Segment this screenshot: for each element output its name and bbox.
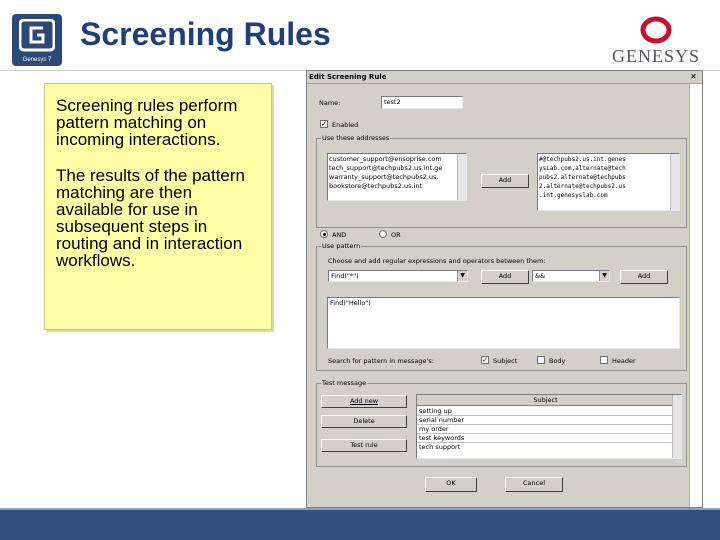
list-item[interactable]: bookstore@techpubs2.us.int	[329, 182, 423, 190]
add-address-button[interactable]: Add	[481, 174, 529, 188]
add-new-button[interactable]: Add new	[321, 395, 407, 408]
name-label: Name:	[319, 99, 341, 107]
slide-title: Screening Rules	[80, 16, 331, 52]
expression-dropdown[interactable]	[328, 270, 468, 282]
add-expression-button[interactable]: Add	[481, 270, 529, 284]
genesys-g-icon	[19, 19, 55, 53]
ok-button[interactable]: OK	[425, 477, 477, 492]
vertical-scrollbar[interactable]	[457, 154, 466, 200]
enabled-label: Enabled	[332, 121, 359, 129]
name-field[interactable]: test2	[381, 96, 463, 109]
table-row[interactable]: tech support	[419, 443, 461, 451]
list-item[interactable]: customer_support@ensoprise.com	[329, 155, 442, 163]
subject-checkbox[interactable]: ✓	[482, 356, 488, 364]
table-row[interactable]: serial number	[417, 416, 674, 425]
close-icon[interactable]: ✕	[690, 72, 697, 81]
body-label: Body	[549, 357, 566, 365]
enabled-checkbox[interactable]: ✓	[321, 120, 327, 128]
chevron-down-icon[interactable]: ▼	[599, 271, 609, 281]
add-operator-button[interactable]: Add	[620, 270, 668, 284]
list-item[interactable]: warranty_support@techpubs2.us.	[329, 173, 439, 181]
and-radio[interactable]	[320, 230, 328, 238]
list-item[interactable]: pubs2.alternate@techpubs	[539, 174, 626, 181]
logo-caption: Genesys 7	[22, 57, 52, 63]
vertical-scrollbar[interactable]	[670, 154, 679, 210]
or-radio[interactable]	[379, 230, 387, 238]
pattern-editor[interactable]	[327, 297, 680, 349]
chevron-down-icon[interactable]: ▼	[457, 271, 467, 281]
pattern-group-label: Use pattern	[322, 242, 361, 250]
dialog-right-edge	[689, 84, 703, 508]
table-row[interactable]: setting up	[417, 407, 674, 416]
table-row[interactable]: my order	[417, 425, 674, 434]
list-item[interactable]: ysLab.com,alternate@tech	[539, 165, 626, 172]
callout-paragraph-2: The results of the pattern matching are then available for use in subsequent steps in routing and in interaction workflows.	[56, 166, 245, 270]
test-message-group-label: Test message	[322, 379, 367, 387]
brand-name: GENESYS	[611, 46, 700, 66]
pattern-instruction: Choose and add regular expressions and operators between them:	[328, 257, 546, 265]
header-checkbox[interactable]	[600, 356, 608, 364]
body-checkbox[interactable]	[537, 356, 545, 364]
test-message-rows	[417, 407, 674, 452]
test-message-table[interactable]	[416, 394, 682, 459]
pattern-text: Find("Hello")	[330, 299, 371, 307]
list-item[interactable]: #@techpubs2.us.int.genes	[539, 156, 626, 163]
expression-value: Find("*")	[331, 272, 359, 280]
genesys-brand-logo	[606, 16, 706, 66]
dialog-title: Edit Screening Rule	[309, 73, 387, 81]
list-item[interactable]: .int.genesyslab.com	[539, 192, 608, 199]
or-label: OR	[391, 231, 401, 239]
table-row[interactable]: test keywords	[417, 434, 674, 443]
list-item[interactable]: 2.alternate@techpubs2.us	[539, 183, 626, 190]
delete-button[interactable]: Delete	[321, 415, 407, 428]
cancel-button[interactable]: Cancel	[505, 477, 563, 492]
operator-value: &&	[535, 272, 546, 280]
and-label: AND	[332, 231, 347, 239]
edit-screening-rule-dialog	[306, 70, 703, 508]
callout-paragraph-1: Screening rules perform pattern matching on incoming interactions.	[56, 96, 238, 149]
genesys-swirl-icon	[640, 16, 672, 44]
list-item[interactable]: tech_support@techpubs2.us.int.ge	[329, 164, 443, 172]
callout-box	[44, 83, 272, 330]
search-in-label: Search for pattern in message's:	[328, 357, 434, 365]
operator-dropdown[interactable]	[532, 270, 610, 282]
address-list-right[interactable]	[537, 153, 680, 211]
header-label: Header	[612, 357, 636, 365]
address-list-left[interactable]	[327, 153, 467, 201]
vertical-scrollbar[interactable]	[672, 395, 681, 458]
subject-label: Subject	[493, 357, 518, 365]
test-rule-button[interactable]: Test rule	[321, 439, 407, 452]
subject-column-header[interactable]: Subject	[417, 395, 674, 406]
addresses-group-label: Use these addresses	[322, 134, 390, 142]
genesys-7-logo	[12, 14, 62, 66]
footer-bar	[0, 510, 720, 540]
dialog-titlebar	[307, 71, 702, 84]
